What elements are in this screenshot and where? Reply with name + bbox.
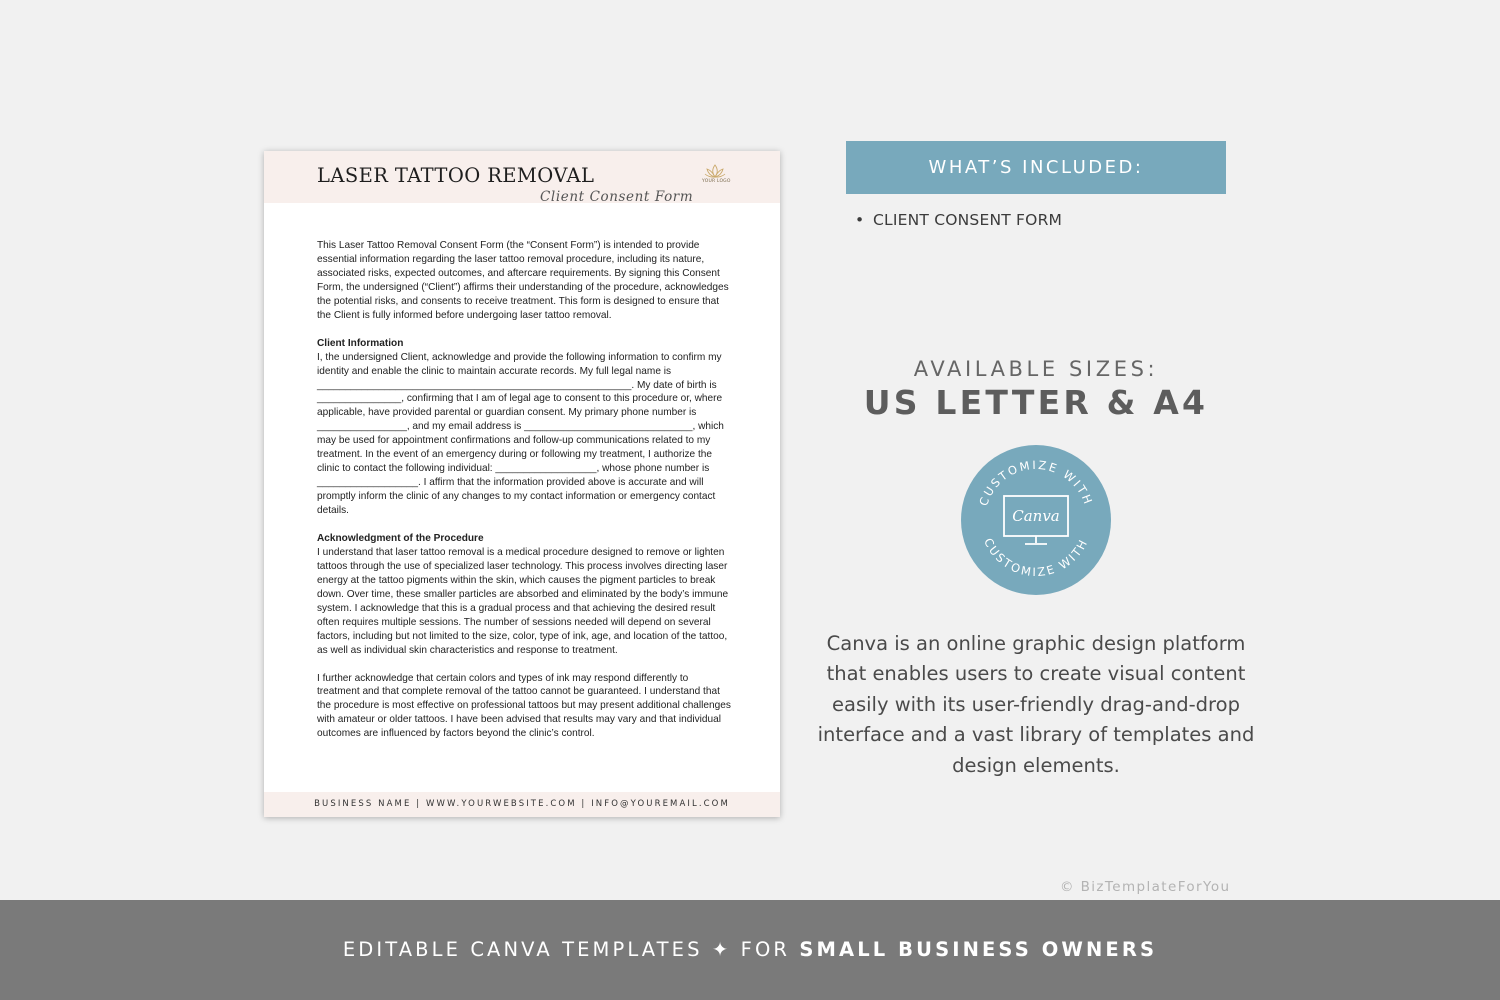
- document-subtitle: Client Consent Form: [540, 189, 694, 205]
- banner-text-part1: EDITABLE CANVA TEMPLATES: [342, 938, 703, 961]
- intro-paragraph: This Laser Tattoo Removal Consent Form (the “Consent Form”) is intended to provide essential information regarding the laser tattoo removal procedure, including its nature, associated risks, expected outcomes, and aftercare requirements. By signing this Consent Form, the undersigned (“Client”) affirms their understanding of the procedure, acknowledges the potential risks, and consents to receive treatment. This form is designed to ensure that the Client is fully informed before undergoing laser tattoo removal.: [317, 240, 729, 321]
- copyright: © BizTemplateForYou: [1060, 879, 1231, 895]
- document-preview: [264, 151, 780, 817]
- banner-text-part2: FOR: [740, 938, 791, 961]
- further-acknowledgment-paragraph: I further acknowledge that certain colors and types of ink may respond differently to treatment and that complete removal of the tattoo cannot be guaranteed. I understand that the procedure is most effective on professional tattoos but may present additional challenges with amateur or older tattoos. I have been advised that results may vary and that individual outcomes are influenced by factors beyond the clinic’s control.: [317, 672, 731, 740]
- document-title: LASER TATTOO REMOVAL: [317, 164, 595, 187]
- acknowledgment-text: I understand that laser tattoo removal is a medical procedure designed to remove or lighten tattoos through the use of specialized laser technology. This process involves directing laser energy at the tattoo pigments within the skin, which causes the pigment particles to break down. Over time, these smaller particles are absorbed and eliminated by the body’s immune system. I acknowledge that this is a gradual process and that achieving the desired result often requires multiple sessions. The number of sessions needed will depend on several factors, including but not limited to the size, color, type of ink, age, and location of the tattoo, as well as individual skin characteristics and response to treatment.: [317, 546, 729, 656]
- banner-text-part3: SMALL BUSINESS OWNERS: [799, 938, 1158, 961]
- client-information-heading: Client Information: [317, 337, 404, 349]
- acknowledgment-heading: Acknowledgment of the Procedure: [317, 532, 484, 544]
- included-list: [855, 211, 1062, 229]
- client-information-text: I, the undersigned Client, acknowledge and provide the following information to confirm my identity and enable the clinic to maintain accurate records. My full legal name is ________________________________________________________. My date of birth is _______________, confirming that I am of legal age to consent to this procedure or, where applicable, have provided parental or guardian consent. My primary phone number is ________________, and my email address is ______________________________, which may be used for appointment confirmations and follow-up communications related to my treatment. In the event of an emergency during or following my treatment, I authorize the clinic to contact the following individual: __________________, whose phone number is __________________. I affirm that the information provided above is accurate and will promptly inform the clinic of any changes to my contact information or emergency contact details.: [317, 351, 724, 517]
- acknowledgment-section: [317, 532, 731, 658]
- badge-bottom-text: CUSTOMIZE WITH: [981, 535, 1091, 580]
- client-information-section: [317, 337, 731, 518]
- document-header: [264, 151, 780, 203]
- document-body: [317, 239, 731, 755]
- badge-top-text: CUSTOMIZE WITH: [976, 457, 1096, 508]
- bottom-banner: [0, 900, 1500, 1000]
- available-sizes-value: US LETTER & A4: [863, 383, 1209, 422]
- lotus-icon: [704, 164, 726, 178]
- list-item: • CLIENT CONSENT FORM: [855, 211, 1062, 229]
- canva-description: Canva is an online graphic design platform that enables users to create visual content easily with its user-friendly drag-and-drop interface and a vast library of templates and design elements.: [817, 632, 1255, 777]
- document-footer: BUSINESS NAME | WWW.YOURWEBSITE.COM | INFO@YOUREMAIL.COM: [264, 792, 780, 817]
- canva-brand-text: Canva: [1012, 507, 1060, 525]
- whats-included-banner: WHAT’S INCLUDED:: [846, 141, 1226, 194]
- customize-with-canva-badge: [961, 445, 1111, 595]
- sparkle-icon: ✦: [711, 938, 732, 961]
- available-sizes-label: AVAILABLE SIZES:: [913, 357, 1159, 381]
- logo-text: YOUR LOGO: [702, 179, 731, 184]
- logo: [702, 164, 731, 184]
